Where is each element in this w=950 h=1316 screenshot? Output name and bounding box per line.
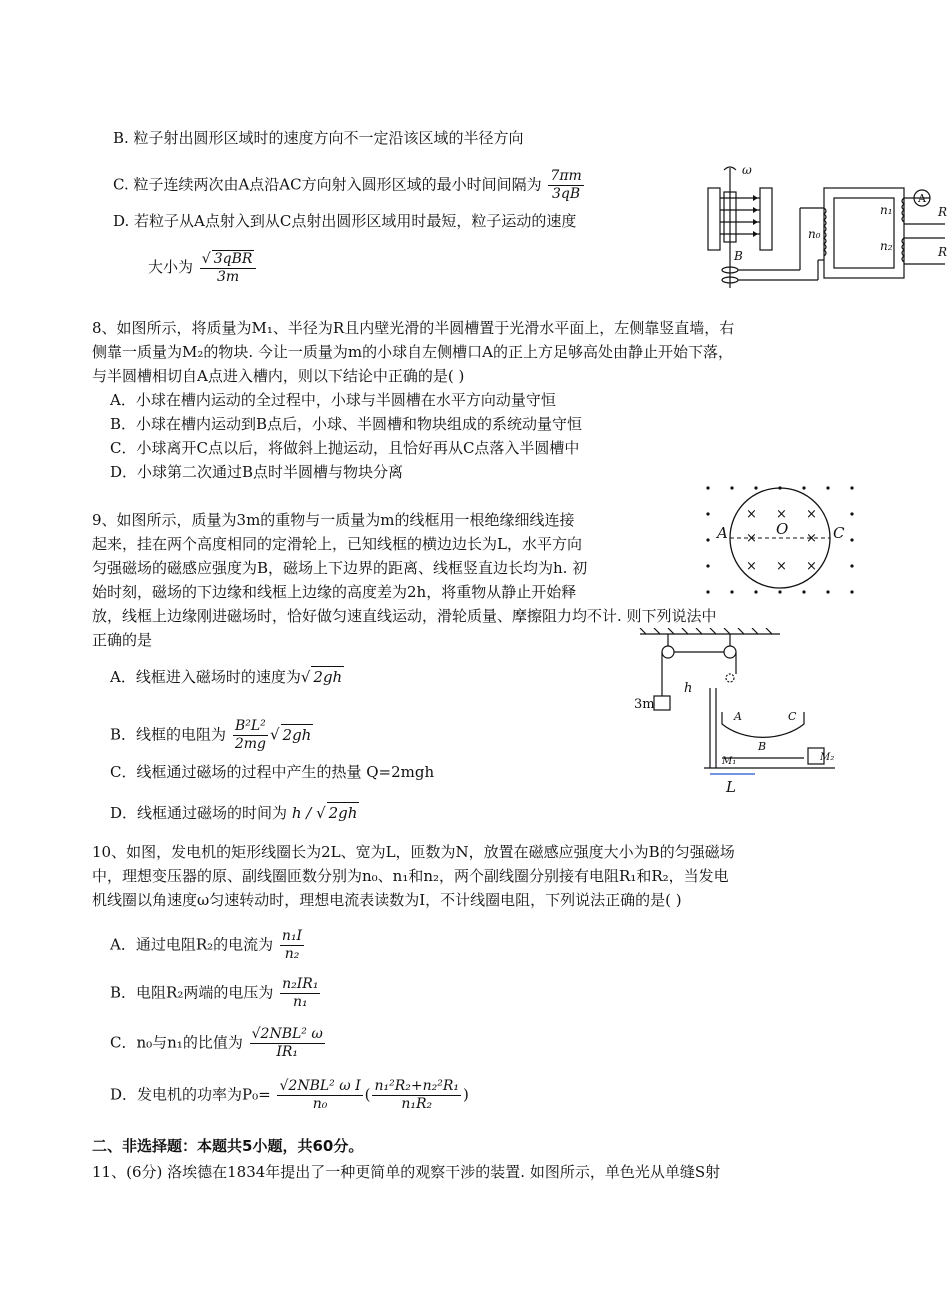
q9-option-c: C．线框通过磁场的过程中产生的热量 Q=2mgh: [110, 763, 435, 781]
field-label: B: [734, 249, 743, 263]
mass-3m-label: 3m: [634, 697, 655, 712]
fraction: $\frac{\text{√ 3qBR}}{3m}$: [200, 250, 257, 286]
q8-option-d: D．小球第二次通过B点时半圆槽与物块分离: [110, 463, 404, 481]
q8-stem-2: 侧靠一质量为M₂的物块. 今让一质量为m的小球自左侧槽口A的正上方足够高处由静止开始下落，: [92, 343, 733, 361]
mass-m2-label: M₂: [820, 752, 835, 763]
q10-option-c: C．n₀与n₁的比值为 $\frac{\text{√2NBL² ω}}{\text{IR₁}}$: [110, 1026, 323, 1060]
svg-text:×: ×: [776, 507, 787, 522]
length-l-label: L: [726, 778, 736, 796]
n2-label: n₂: [880, 239, 893, 253]
mass-m1-label: M₁: [722, 756, 737, 767]
q10-option-b: B．电阻R₂两端的电压为 $\frac{\text{n₂IR₁}}{\text{n₁}}$: [110, 976, 319, 1010]
ammeter-label: A: [918, 192, 926, 205]
fraction: $\frac{\text{B²L²}}{2mg}$: [234, 718, 266, 752]
q9-stem-3: 匀强磁场的磁感应强度为B，磁场上下边界的距离、线框竖直边长均为h. 初: [92, 559, 588, 577]
omega-label: ω: [742, 163, 752, 177]
n1-label: n₁: [880, 203, 893, 217]
section-heading: 二、非选择题：本题共5小题，共60分。: [92, 1137, 364, 1155]
q8-stem-1: 8、如图所示，将质量为M₁、半径为R且内壁光滑的半圆槽置于光滑水平面上，左侧靠竖直墙，右: [92, 319, 735, 337]
q10-option-a: A．通过电阻R₂的电流为 $\frac{\text{n₁I}}{\text{n₂}}$: [110, 928, 303, 962]
svg-text:×: ×: [746, 559, 757, 574]
fraction: $\frac{\text{n₂IR₁}}{\text{n₁}}$: [282, 976, 319, 1010]
fraction: $\frac{\text{n₁²R₂+n₂²R₁}}{\text{n₁R₂}}$: [374, 1078, 459, 1112]
q8-option-b: B．小球在槽内运动到B点后，小球、半圆槽和物块组成的系统动量守恒: [110, 415, 583, 433]
q9-stem-1: 9、如图所示，质量为3m的重物与一质量为m的线框用一根绝缘细线连接: [92, 511, 575, 529]
q8-option-c: C．小球离开C点以后，将做斜上抛运动，且恰好再从C点落入半圆槽中: [110, 439, 580, 457]
q9-option-d: D．线框通过磁场的时间为 h / √ 2gh: [110, 804, 358, 822]
svg-text:×: ×: [746, 531, 757, 546]
svg-text:×: ×: [806, 531, 817, 546]
q9-stem-6: 正确的是: [92, 631, 153, 649]
fraction: $\frac{\text{n₁I}}{\text{n₂}}$: [281, 928, 303, 962]
n0-label: n₀: [808, 227, 821, 241]
point-a-label: A: [717, 524, 728, 542]
point-c-label: C: [833, 524, 845, 542]
q10-stem-3: 机线圈以角速度ω匀速转动时，理想电流表读数为I，不计线圈电阻，下列说法正确的是( ): [92, 891, 682, 909]
svg-text:×: ×: [806, 559, 817, 574]
q10-stem-1: 10、如图，发电机的矩形线圈长为2L、宽为L，匝数为N，放置在磁感应强度大小为B的匀强磁场: [92, 843, 735, 861]
q9-option-b: B．线框的电阻为 $\frac{\text{B²L²}}{2mg}$ √ 2gh: [110, 718, 312, 752]
q8-option-a: A．小球在槽内运动的全过程中，小球与半圆槽在水平方向动量守恒: [110, 391, 556, 409]
point-a-label: A: [734, 710, 742, 723]
q7-option-c: C. 粒子连续两次由A点沿AC方向射入圆形区域的最小时间间隔为 $\frac{7\pi m}{3qB}$: [113, 168, 582, 202]
q7-option-b: B. 粒子射出圆形区域时的速度方向不一定沿该区域的半径方向: [113, 129, 524, 147]
svg-text:×: ×: [776, 559, 787, 574]
r2-label: R: [938, 245, 948, 259]
svg-text:×: ×: [746, 507, 757, 522]
circle-field-figure: [700, 482, 860, 602]
q7-option-d: D. 若粒子从A点射入到从C点射出圆形区域用时最短，粒子运动的速度: [113, 212, 577, 230]
svg-text:×: ×: [806, 507, 817, 522]
generator-transformer-figure: [700, 158, 950, 290]
q11-stem-1: 11、(6分) 洛埃德在1834年提出了一种更简单的观察干涉的装置. 如图所示，单色光从单缝S射: [92, 1163, 721, 1181]
q9-option-a: A．线框进入磁场时的速度为√ 2gh: [110, 668, 343, 686]
point-c-label: C: [788, 710, 797, 723]
fraction: $\frac{\text{√2NBL² ω I}}{\text{n₀}}$: [279, 1078, 361, 1112]
fraction: $\frac{7\pi m}{3qB}$: [550, 168, 582, 202]
q7-option-d-cont: 大小为 $\frac{\text{√ 3qBR}}{3m}$: [148, 250, 258, 286]
q10-stem-2: 中，理想变压器的原、副线圈匝数分别为n₀、n₁和n₂，两个副线圈分别接有电阻R₁和R₂，当发电: [92, 867, 729, 885]
q10-option-d: D．发电机的功率为P₀= $\frac{\text{√2NBL² ω I}}{\text{n₀}}$ ( $\frac{\text{n₁²R₂+n₂²R₁}}{\text{n₁R₂}}$ ): [110, 1078, 469, 1112]
point-b-label: B: [758, 740, 767, 753]
pulley-slot-figure: [630, 628, 840, 798]
q9-stem-2: 起来，挂在两个高度相同的定滑轮上，已知线框的横边边长为L，水平方向: [92, 535, 582, 553]
q9-stem-5: 放，线框上边缘刚进磁场时，恰好做匀速直线运动，滑轮质量、摩擦阻力均不计. 则下列说法中: [92, 607, 717, 625]
center-o-label: O: [776, 520, 789, 538]
q9-stem-4: 始时刻，磁场的下边缘和线框上边缘的高度差为2h，将重物从静止开始释: [92, 583, 577, 601]
fraction: $\frac{\text{√2NBL² ω}}{\text{IR₁}}$: [251, 1026, 323, 1060]
q8-stem-3: 与半圆槽相切自A点进入槽内，则以下结论中正确的是( ): [92, 367, 465, 385]
height-h-label: h: [684, 681, 693, 696]
r1-label: R: [938, 205, 948, 219]
